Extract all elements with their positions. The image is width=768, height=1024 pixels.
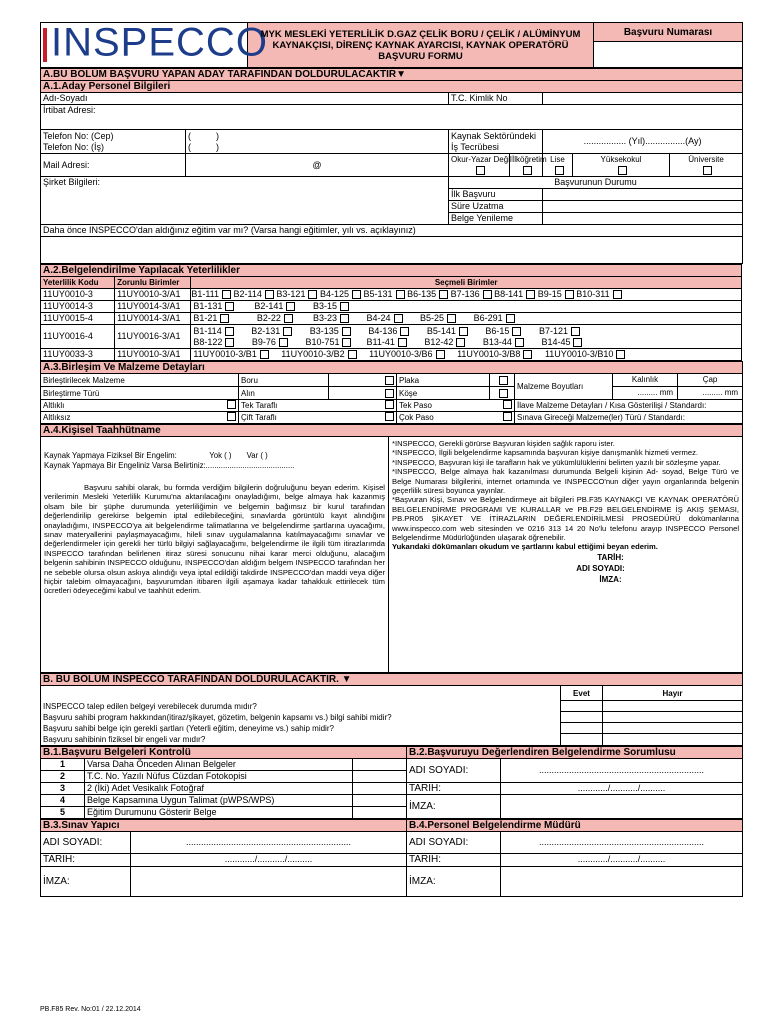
col-hayir: Hayır [603,686,743,701]
question: Başvuru sahibi program hakkından(itiraz/şikayet, gözetim, belgenin kapsamı vs.) bilgi sahibi midir? [41,712,561,723]
elective-units [191,325,742,349]
doc-check[interactable] [353,770,407,782]
opt-altliksiz[interactable]: Altlıksız [41,412,239,424]
section-a4 [40,424,743,673]
qual-code: 11UY0016-4 [41,325,115,349]
unit[interactable]: 11UY0010-3/B2 [281,349,356,359]
opt-boru-box[interactable] [329,374,397,387]
b2-date-label: TARİH: [407,782,501,794]
opt-kose-box[interactable] [490,387,515,400]
b2-sign-label: İMZA: [407,794,501,818]
b3-date-label: TARİH: [41,853,131,866]
b3-name-field[interactable]: .................................................................. [131,831,407,853]
tc-label: T.C. Kimlik No [449,93,543,105]
unit[interactable]: B1-111 [191,289,231,299]
qual-row-4 [41,325,742,349]
unit[interactable]: 11UY0010-3/B8 [457,349,532,359]
opt-alin-box[interactable] [329,387,397,400]
option-var[interactable]: Var ( ) [246,451,268,460]
opt-plaka-box[interactable] [490,374,515,387]
section-a2 [40,264,742,361]
col-evet: Evet [561,686,603,701]
company-field[interactable]: Şirket Bilgileri: [41,177,449,225]
note: *INSPECCO, Gerekli görürse Başvuran kişiden sağlık raporu ister. [392,439,615,448]
unit[interactable]: B1-21 [193,313,229,323]
dims-label: Malzeme Boyutları [515,374,613,400]
unit[interactable]: B3-23 [313,313,349,323]
form-title: MYK MESLEKİ YETERLİLİK D.GAZ ÇELİK BORU / ÇELİK / ALÜMİNYUM KAYNAKÇISI, DİRENÇ KAYNAK AYARCISI, KAYNAK OPERATÖRÜ BAŞVURU FORMU [248,23,594,68]
doc-check[interactable] [353,794,407,806]
question: Başvuru sahibi belge için gerekli şartları (Yeterli eğitim, deneyime vs.) sahip midir? [41,723,561,734]
section-b [40,673,743,746]
status-first-field[interactable] [543,189,743,201]
section-a-title: A.BU BÖLÜM BAŞVURU YAPAN ADAY TARAFINDAN DOLDURULACAKTIR▼ [41,69,743,81]
answer-evet[interactable] [561,701,603,712]
status-title: Başvurunun Durumu [449,177,743,189]
pledge-text: Başvuru sahibi olarak, bu formda verdiğim bilgilerin doğruluğunu beyan ederim. Kişisel verilerimin Mesleki Yeterlilik Kurumu'na aktarılacağını onayladığımı, belge almaya hak kazanmış olsam bile bir şüphe durumunda yeterliliğimin ve belgemin bağımsız bir kurul tarafından değerlendirilip gerekirse belgemin iptal edilebileceğini, sınavlarda görüntülü kayıt alındığını onayladığımı, INSPECCO'ya ait belgelendirme talimatlarına ve belgelendirme şartlarına uyacağımı, sınav materyallerini paylaşmayacağımı, hileli sınav uygulamalarına katılmayacağımı sınavlar ve değerlendirmeler için gerekli her türlü bilgiyi sağlayacağımı, belgelendirme ile ilgili tüm itirazlarımda INSPECCO tarafından belirlenen itiraz süresi sonucunu nihai karar merci olduğunu, alacağım belgenin sahibinin INSPECCO olduğunu, INSPECCO'dan aldığım belgem INSPECCO tarafından her ne sebeble olursa olsun askıya alındığı veya iptal edildiği takdirde INSPECCO'dan maddi veya diğer hiçbir talebim olmayacağını, başvurumdan itibaren ilgili aşamaya kadar tahakkuk ettirilecek tüm ücretleri ödeyeceğimi kabul ve taahhüt ederim. [44,483,385,596]
qual-row-5 [41,349,742,361]
b2-date-field[interactable]: ............/.........../.......... [501,782,743,794]
status-renewal: Belge Yenileme [449,213,543,225]
phone-fields[interactable]: ( ) ( ) [186,130,449,154]
unit[interactable]: B3-135 [310,326,351,336]
col-mandatory: Zorunlu Birimler [115,277,191,289]
note: *INSPECCO, Belge almaya hak kazanılması durumunda Belgeli kişinin Ad- soyad, Belge Türü ve Belge Numarası bilgilerini, internet ortamında ve INSPECCO'nun diğer yayın organlarında belgenin geçerlilik süresi boyunca yayınlar. [392,467,740,496]
unit[interactable]: B7-121 [539,326,580,336]
b2-sign-field[interactable] [501,794,743,818]
checkbox-icon [385,389,394,398]
unit[interactable]: B6-15 [485,326,521,336]
unit[interactable]: B6-135 [407,289,448,299]
b4-date-label: TARİH: [407,853,501,866]
qual-code: 11UY0015-4 [41,313,115,325]
doc-no: 1 [41,758,85,770]
note: *INSPECCO, Başvuran kişi ile tarafların hak ve yükümlülüklerini belirten yazılı bir sözleşme yapar. [392,457,721,467]
edu-college[interactable]: Yüksekokul [573,154,670,177]
unit[interactable]: B13-44 [483,337,524,347]
unit[interactable]: 11UY0010-3/B6 [369,349,444,359]
qual-mandatory: 11UY0014-3/A1 [115,313,191,325]
section-a3 [40,361,743,424]
qual-code: 11UY0010-3 [41,289,115,301]
unit[interactable]: B2-131 [251,326,292,336]
unit[interactable]: 11UY0010-3/B1 [193,349,268,359]
dims-fields[interactable]: Kalınlık Çap ......... mm ......... mm [613,374,743,400]
application-number-field[interactable] [594,42,743,68]
unit[interactable]: B1-114 [193,326,233,336]
unit[interactable]: B2-22 [257,313,293,323]
opt-tek-tarafli[interactable]: Tek Taraflı [239,400,397,412]
section-a1 [40,68,743,264]
section-a1-title: A.1.Aday Personel Bilgileri [41,81,743,93]
elective-units [191,289,742,301]
unit[interactable]: B2-114 [234,289,274,299]
unit[interactable]: B2-141 [254,301,295,311]
opt-altlikli[interactable]: Altlıklı [41,400,239,412]
extra-material-field[interactable]: İlave Malzeme Detayları / Kısa Gösterilişi / Standardı: [515,400,743,412]
material-label: Birleştirilecek Malzeme [41,374,239,387]
b3-sign-field[interactable] [131,866,407,896]
section-a3-title: A.3.Birleşim Ve Malzeme Detayları [41,362,743,374]
answer-hayir[interactable] [603,723,743,734]
sign-tarih[interactable]: TARİH: [597,552,624,562]
experience-field[interactable]: ................. (Yıl)................(Ay) [543,130,743,154]
qual-row-2 [41,301,742,313]
doc-text: Eğitim Durumunu Gösterir Belge [85,806,353,818]
option-yok[interactable]: Yok ( ) [209,451,232,460]
status-extension: Süre Uzatma [449,201,543,213]
section-b1-b2 [40,746,743,819]
prior-training-field[interactable] [41,237,743,264]
edu-highschool[interactable]: Lise [543,154,573,177]
edu-none[interactable]: Okur-Yazar Değil [449,154,510,177]
section-b2-title: B.2.Başvuruyu Değerlendiren Belgelendirme Sorumlusu [407,746,743,758]
checkbox-icon [703,166,712,175]
b4-name-field[interactable]: .................................................................. [501,831,743,853]
doc-check[interactable] [353,806,407,818]
disability-detail[interactable]: Kaynak Yapmaya Bir Engeliniz Varsa Belirtiniz:......................................... [44,461,295,470]
doc-text: Varsa Daha Önceden Alınan Belgeler [85,758,353,770]
tc-field[interactable] [543,93,743,105]
unit[interactable]: B8-122 [193,337,234,347]
qual-mandatory: 11UY0010-3/A1 [115,349,191,361]
unit[interactable]: B9-15 [538,289,574,299]
unit[interactable]: B8-141 [494,289,535,299]
question: Başvuru sahibinin fiziksel bir engeli var mıdır? [41,734,561,746]
doc-text: 2 (İki) Adet Vesikalık Fotoğraf [85,782,353,794]
question: INSPECCO talep edilen belgeyi verebilecek durumda mıdır? [41,701,561,712]
mail-field[interactable]: @ [186,154,449,177]
col-elective: Seçmeli Birimler [191,277,742,289]
unit[interactable]: B14-45 [541,337,582,347]
section-b3-b4 [40,819,743,897]
note: *INSPECCO, İlgili belgelendirme kapsamında başvuran kişiye danışmanlık hizmeti vermez. [392,448,698,458]
form-header [40,22,743,68]
sign-name[interactable]: ADI SOYADI: [576,563,625,573]
unit[interactable]: B9-76 [252,337,288,347]
answer-hayir[interactable] [603,734,743,746]
status-extension-field[interactable] [543,201,743,213]
unit[interactable]: B4-136 [368,326,409,336]
doc-no: 2 [41,770,85,782]
checkbox-icon [523,166,532,175]
footer-revision: PB.F85 Rev. No:01 / 22.12.2014 [40,1006,141,1013]
unit[interactable]: 11UY0010-3/B10 [545,349,625,359]
accept-statement: Yukarıdaki dökümanları okudum ve şartlarını kabul ettiğimi beyan ederim. [392,542,658,552]
b3-date-field[interactable]: ............/.........../.......... [131,853,407,866]
doc-no: 5 [41,806,85,818]
opt-plaka[interactable]: Plaka [397,374,490,387]
address-field[interactable]: İrtibat Adresi: [41,105,743,130]
section-a2-title: A.2.Belgelendirilme Yapılacak Yeterlilikler [41,265,742,277]
unit[interactable]: B1-131 [193,301,234,311]
joint-label: Birleştirme Türü [41,387,239,400]
checkbox-icon [476,166,485,175]
checkbox-icon [499,376,508,385]
qual-code: 11UY0033-3 [41,349,115,361]
opt-kose[interactable]: Köşe [397,387,490,400]
unit[interactable]: B10-751 [305,337,351,347]
edu-primary[interactable]: İlköğretim [510,154,543,177]
b4-sign-label: İMZA: [407,866,501,896]
answer-hayir[interactable] [603,712,743,723]
unit[interactable]: B6-291 [474,313,515,323]
mail-label: Mail Adresi: [41,154,186,177]
unit[interactable]: B5-25 [420,313,456,323]
opt-cok-paso[interactable]: Çok Paso [397,412,515,424]
unit[interactable]: B3-15 [313,301,349,311]
opt-cift-tarafli[interactable]: Çift Taraflı [239,412,397,424]
notes-cell [389,437,743,673]
b3-name-label: ADI SOYADI: [41,831,131,853]
answer-evet[interactable] [561,712,603,723]
inspecco-logo [41,20,268,68]
checkbox-icon [555,166,564,175]
unit[interactable]: B11-41 [366,337,406,347]
section-b1-title: B.1.Başvuru Belgeleri Kontrolü [41,746,407,758]
opt-boru[interactable]: Boru [239,374,329,387]
doc-text: Belge Kapsamına Uygun Talimat (pWPS/WPS) [85,794,353,806]
b4-date-field[interactable]: ............/.........../.......... [501,853,743,866]
status-first: İlk Başvuru [449,189,543,201]
section-b3-title: B.3.Sınav Yapıcı [41,819,407,831]
doc-text: T.C. No. Yazılı Nüfus Cüzdan Fotokopisi [85,770,353,782]
opt-alin[interactable]: Alın [239,387,329,400]
qual-row-1 [41,289,742,301]
name-label[interactable]: Adı-Soyadı [41,93,449,105]
phone-labels: Telefon No: (Cep) Telefon No: (İş) [41,130,186,154]
doc-no: 3 [41,782,85,794]
unit[interactable]: B10-311 [576,289,621,299]
b2-name-field[interactable]: .................................................................. [501,758,743,782]
unit[interactable]: B5-131 [364,289,405,299]
elective-units [191,313,742,325]
checkbox-icon [385,376,394,385]
section-b4-title: B.4.Personel Belgelendirme Müdürü [407,819,743,831]
status-renewal-field[interactable] [543,213,743,225]
pledge-cell: Kaynak Yapmaya Fiziksel Bir Engelim: Yok ( ) Var ( ) Kaynak Yapmaya Bir Engeliniz Varsa Belirtiniz:......................................... Başvuru sahibi olarak, bu formda verdiğim bilgilerin doğruluğunu beyan ederim. Kişisel verilerimin Mesleki Yeterlilik Kurumu'na aktarılacağını onayladığımı, belge almaya hak kazanmış olsam bile bir şüphe durumunda yeterliliğimin ve belgemin bağımsız bir kurul tarafından değerlendirilip gerekirse belgemin iptal edilebileceğini, sınavlarda görüntülü kayıt alındığını onayladığımı, INSPECCO'ya ait belgelendirme talimatlarına ve belgelendirme şartlarına uyacağımı, sınav materyallerini paylaşmayacağımı, hileli sınav uygulamalarına katılmayacağımı sınavlar ve değerlendirmeler için gerekli her türlü bilgiyi sağlayacağımı, belgelendirme ile ilgili tüm itirazlarımda INSPECCO tarafından belirlenen itiraz süresi sonucunu nihai karar merci olduğunu, alacağım belgenin sahibinin INSPECCO olduğunu, INSPECCO'dan aldığım belgem INSPECCO tarafından her ne sebeble olursa olsun askıya alındığı veya iptal edildiği takdirde INSPECCO'dan maddi veya diğer hiçbir talebim olmayacağını, başvurumdan itibaren ilgili aşamaya kadar tahakkuk ettirilecek tüm ücretleri ödeyeceğimi kabul ve taahhüt ederim. [41,437,389,673]
elective-units [191,301,742,313]
opt-tek-paso[interactable]: Tek Paso [397,400,515,412]
b4-sign-field[interactable] [501,866,743,896]
answer-evet[interactable] [561,723,603,734]
unit[interactable]: B4-24 [366,313,402,323]
answer-hayir[interactable] [603,701,743,712]
logo-text: INSPECCO [51,20,268,65]
unit[interactable]: B5-141 [427,326,468,336]
qual-mandatory: 11UY0016-3/A1 [115,325,191,349]
checkbox-icon [499,389,508,398]
application-number-label: Başvuru Numarası [594,23,743,42]
unit[interactable]: B4-125 [320,289,361,299]
b4-name-label: ADI SOYADI: [407,831,501,853]
edu-university[interactable]: Üniversite [670,154,743,177]
qual-mandatory: 11UY0010-3/A1 [115,289,191,301]
b2-name-label: ADI SOYADI: [407,758,501,782]
application-form [40,22,742,897]
sector-experience-label: Kaynak Sektöründeki İş Tecrübesi [449,130,543,154]
unit[interactable]: B12-42 [424,337,465,347]
qual-mandatory: 11UY0014-3/A1 [115,301,191,313]
b3-sign-label: İMZA: [41,866,131,896]
doc-check[interactable] [353,782,407,794]
checkbox-icon [618,166,627,175]
section-b-title: B. BU BÖLÜM INSPECCO TARAFINDAN DOLDURULACAKTIR. ▼ [41,674,743,686]
unit[interactable]: B7-136 [451,289,492,299]
logo-bar-icon [43,28,47,62]
col-qual-code: Yeterlilik Kodu [41,277,115,289]
section-a4-title: A.4.Kişisel Taahhütname [41,425,743,437]
doc-no: 4 [41,794,85,806]
exam-material-field[interactable]: Sınava Gireceği Malzeme(ler) Türü / Standardı: [515,412,743,424]
prior-training-label: Daha önce INSPECCO'dan aldığınız eğitim var mı? (Varsa hangi eğitimler, yılı vs. açıklayınız) [41,225,743,237]
elective-units [191,349,742,361]
sign-imza[interactable]: İMZA: [599,574,622,584]
answer-evet[interactable] [561,734,603,746]
unit[interactable]: B3-121 [276,289,317,299]
qual-code: 11UY0014-3 [41,301,115,313]
qual-row-3 [41,313,742,325]
doc-check[interactable] [353,758,407,770]
note: *Başvuran Kişi, Sınav ve Belgelendirmeye ait bilgileri PB.F35 KAYNAKÇI VE KAYNAK OPERATÖRÜ BELGELENDİRME PROGRAMI VE KURALLAR ve PB.F29 BELGELENDİRME İŞ AKIŞ ŞEMASI, PB.PR05 ŞİKAYET VE İTİRAZLARIN DEĞERLENDİRİLMESİ PROSEDÜRÜ dokümanlarına www.inspecco.com web sitesinden ve 0216 313 14 20 No'lu telefonu arayıp INSPECCO Personel Belgelendirme Müdürlüğünden ulaşarak öğrenebilir. [392,495,740,543]
